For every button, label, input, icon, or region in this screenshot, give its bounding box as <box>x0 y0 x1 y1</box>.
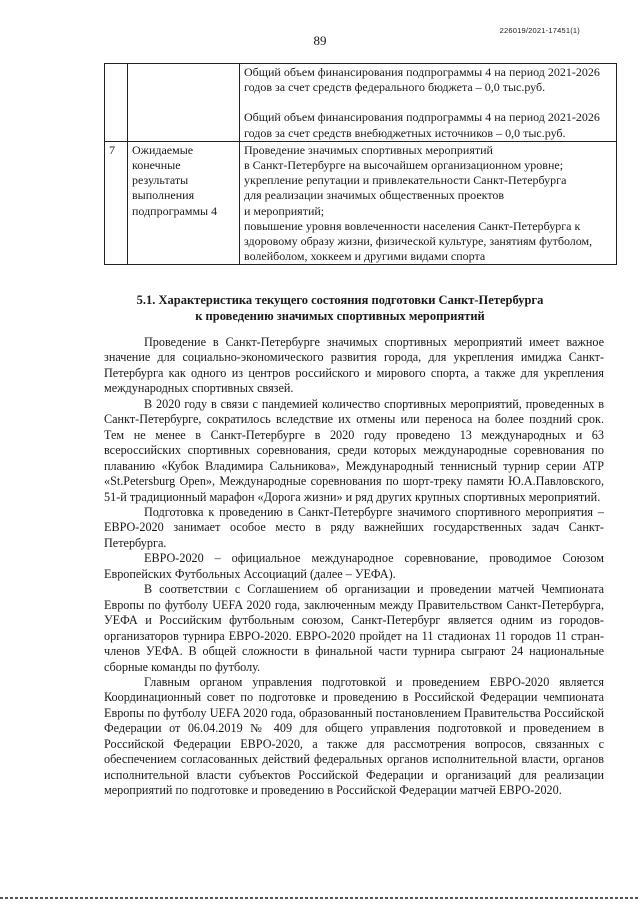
table-cell-label-empty <box>128 64 240 142</box>
table-cell-label: Ожидаемые конечные результаты выполнения подпрограммы 4 <box>128 141 240 265</box>
table-cell-number: 7 <box>105 141 128 265</box>
result-line: для реализации значимых общественных проектов <box>244 188 505 203</box>
table-cell-number-empty <box>105 64 128 142</box>
scan-edge-divider <box>0 897 640 899</box>
table-cell-expected-results <box>240 141 617 265</box>
paragraph: Подготовка к проведению в Санкт-Петербурге значимого спортивного мероприятия – ЕВРО-2020 занимает особое место в ряду важнейших государственных задач Санкт-Петербурга. <box>104 504 604 550</box>
paragraph: Проведение в Санкт-Петербурге значимых спортивных мероприятий имеет важное значение для социально-экономического развития города, для укрепления имиджа Санкт-Петербурга как одного из центров российского и мирового спорта, а также для укрепления международных спортивных связей. <box>104 335 604 396</box>
result-line: в Санкт-Петербурге на высочайшем организационном уровне; <box>244 158 564 173</box>
table-row-continuation <box>105 64 617 142</box>
result-line: укрепление репутации и привлекательности Санкт-Петербурга <box>244 173 567 188</box>
financing-offbudget-text: Общий объем финансирования подпрограммы 4 на период 2021-2026 годов за счет средств внебюджетных источников – 0,0 тыс.руб. <box>244 110 600 140</box>
paragraph: В соответствии с Соглашением об организации и проведении матчей Чемпионата Европы по футболу UEFA 2020 года, заключенным между Правительством Санкт-Петербурга, УЕФА и Российским футбольным союзом, Санкт-Петербург является одним из городов-организаторов турнира ЕВРО-2020. ЕВРО-2020 пройдет на 11 стадионах 11 городов 11 стран-членов УЕФА. В общей сложности в финальной части турнира сыграют 24 национальные сборные команды по футболу. <box>104 582 604 674</box>
document-id: 226019/2021-17451(1) <box>499 26 580 35</box>
section-title-line-2: к проведению значимых спортивных мероприятий <box>195 309 485 323</box>
table-cell-financing <box>240 64 617 142</box>
result-line: повышение уровня вовлеченности населения Санкт-Петербурга к здоровому образу жизни, физической культуре, занятиям футболом, волейболом, хоккеем и другими видами спорта <box>244 218 593 264</box>
subprogram-table <box>104 63 617 265</box>
section-title-line-1: 5.1. Характеристика текущего состояния подготовки Санкт-Петербурга <box>136 293 544 307</box>
paragraph: Главным органом управления подготовкой и проведением ЕВРО-2020 является Координационный совет по подготовке и проведению в Российской Федерации чемпионата Европы по футболу UEFA 2020 года, образованный постановлением Правительства Российской Федерации от 06.04.2019 № 409 для общего управления подготовкой и проведением в Российской Федерации ЕВРО-2020, а также для рассмотрения вопросов, связанных с обеспечением согласованных действий федеральных органов исполнительной власти, органов исполнительной власти субъектов Российской Федерации и организаций для реализации мероприятий по подготовке и проведению в Российской Федерации матчей ЕВРО-2020. <box>104 674 604 798</box>
paragraph: В 2020 году в связи с пандемией количество спортивных мероприятий, проведенных в Санкт-Петербурге, сократилось вследствие их отмены или переноса на более поздний срок. Тем не менее в Санкт-Петербурге в 2020 году проведено 13 международных и 63 всероссийских спортивных соревнования, среди которых международные соревнования по плаванию «Кубок Владимира Сальникова», Международный теннисный турнир серии ATP «St.Petersburg Open», Международные соревнования по шорт-треку памяти Ю.А.Павловского, 51-й традиционный марафон «Дорога жизни» и ряд других крупных спортивных мероприятий. <box>104 396 604 504</box>
table-row-7 <box>105 141 617 265</box>
paragraph: ЕВРО-2020 – официальное международное соревнование, проводимое Союзом Европейских Футбольных Ассоциаций (далее – УЕФА). <box>104 551 604 581</box>
section-body <box>104 335 604 799</box>
result-line: и мероприятий; <box>244 203 325 218</box>
page-number: 89 <box>313 33 327 48</box>
result-line: Проведение значимых спортивных мероприятий <box>244 142 493 157</box>
financing-federal-text: Общий объем финансирования подпрограммы 4 на период 2021-2026 годов за счет средств федерального бюджета – 0,0 тыс.руб. <box>244 65 600 95</box>
section-title <box>90 292 590 324</box>
